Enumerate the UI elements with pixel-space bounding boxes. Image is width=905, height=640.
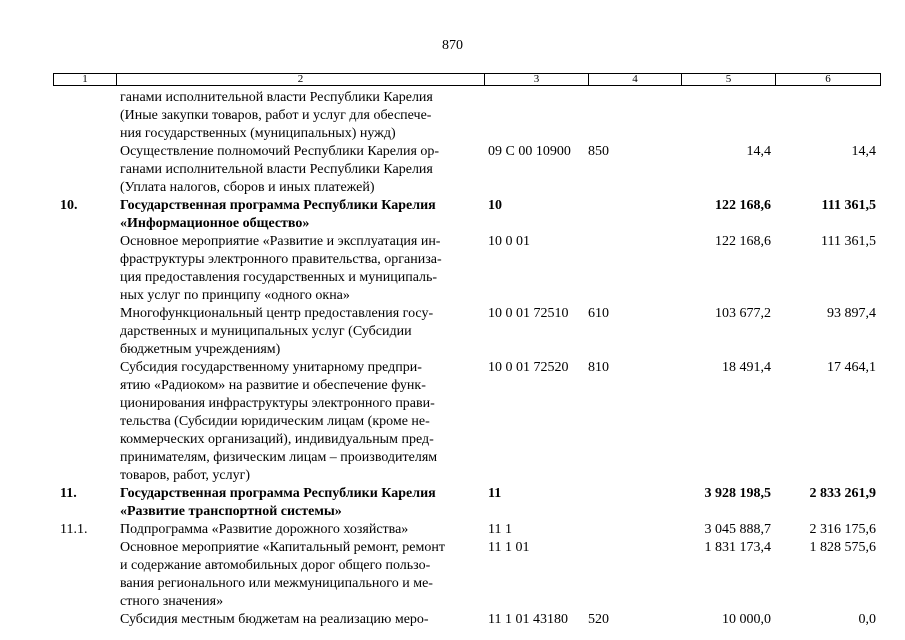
row-amount-2: 111 361,5 [821,234,876,249]
row-amount-1: 18 491,4 [722,360,771,375]
column-number-6: 6 [776,74,881,86]
row-amount-1: 10 000,0 [722,612,771,627]
column-number-2: 2 [117,74,485,86]
row-amount-2: 2 833 261,9 [809,486,876,501]
budget-table-body [53,89,880,629]
row-code: 11 1 01 [488,540,530,555]
row-amount-2: 2 316 175,6 [809,522,876,537]
row-number: 10. [60,198,78,213]
row-description: ганами исполнительной власти Республики Карелия (Иные закупки товаров, работ и услуг для обеспече- ния государственных (муниципальных) нужд) [120,90,433,141]
row-amount-1: 122 168,6 [715,198,771,213]
row-description: Государственная программа Республики Карелия «Информационное общество» [120,198,436,231]
row-code: 10 [488,198,502,213]
table-row [53,521,880,539]
row-amount-1: 1 831 173,4 [704,540,771,555]
table-row [53,305,880,359]
table-row [53,539,880,611]
row-expense-type: 850 [588,144,609,159]
row-amount-1: 14,4 [746,144,771,159]
row-expense-type: 610 [588,306,609,321]
row-code: 11 1 [488,522,512,537]
table-row [53,359,880,485]
row-description: Подпрограмма «Развитие дорожного хозяйства» [120,522,409,537]
row-description: Субсидия государственному унитарному предпри- ятию «Радиоком» на развитие и обеспечение функ- ционирования инфраструктуры электронного прави- тельства (Субсидии юридическим лицам (кроме не- коммерческих организаций), индивидуальным пред- принимателям, физическим лицам – производителям товаров, работ, услуг) [120,360,438,483]
row-description: Многофункциональный центр предоставления госу- дарственных и муниципальных услуг (Субсидии бюджетным учреждениям) [120,306,434,357]
row-amount-2: 14,4 [851,144,876,159]
row-description: Государственная программа Республики Карелия «Развитие транспортной системы» [120,486,436,519]
page-number: 870 [442,38,463,53]
row-amount-2: 111 361,5 [821,198,876,213]
column-number-header [53,73,881,86]
column-number-1: 1 [54,74,117,86]
table-row [53,89,880,143]
row-number: 11. [60,486,77,501]
row-amount-2: 17 464,1 [827,360,876,375]
row-amount-2: 0,0 [858,612,876,627]
row-amount-1: 3 928 198,5 [704,486,771,501]
row-number: 11.1. [60,522,88,537]
row-description: Осуществление полномочий Республики Карелия ор- ганами исполнительной власти Республики Карелия (Уплата налогов, сборов и иных платежей) [120,144,440,195]
table-row [53,197,880,233]
column-number-5: 5 [682,74,776,86]
column-number-4: 4 [589,74,682,86]
row-amount-1: 103 677,2 [715,306,771,321]
row-code: 10 0 01 [488,234,530,249]
row-code: 10 0 01 72510 [488,306,569,321]
column-number-3: 3 [485,74,589,86]
table-row [53,485,880,521]
row-expense-type: 520 [588,612,609,627]
row-description: Основное мероприятие «Развитие и эксплуатация ин- фраструктуры электронного правительства, организа- ция предоставления государственных и муниципаль- ных услуг по принципу «одного окна» [120,234,442,303]
row-code: 10 0 01 72520 [488,360,569,375]
row-code: 09 С 00 10900 [488,144,571,159]
row-expense-type: 810 [588,360,609,375]
row-amount-1: 122 168,6 [715,234,771,249]
row-description: Субсидия местным бюджетам на реализацию меро- [120,612,429,627]
row-code: 11 [488,486,502,501]
row-amount-2: 1 828 575,6 [809,540,876,555]
table-row [53,143,880,197]
table-row [53,611,880,629]
row-code: 11 1 01 43180 [488,612,568,627]
row-amount-1: 3 045 888,7 [704,522,771,537]
row-description: Основное мероприятие «Капитальный ремонт, ремонт и содержание автомобильных дорог общего пользо- вания регионального или межмуниципального и ме- стного значения» [120,540,445,609]
table-row [53,233,880,305]
row-amount-2: 93 897,4 [827,306,876,321]
